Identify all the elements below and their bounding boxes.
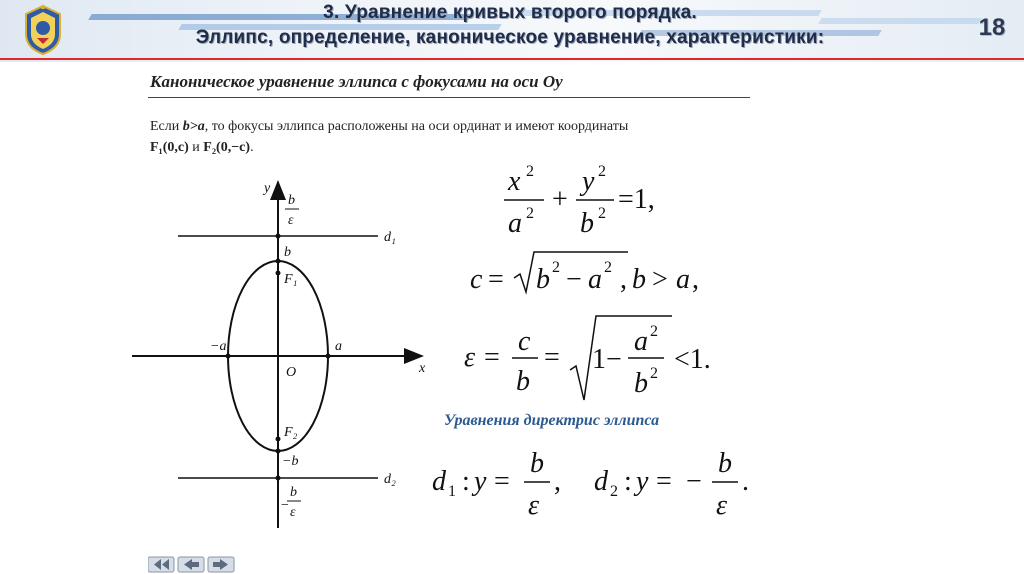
previous-page-icon[interactable] <box>178 557 204 572</box>
point-left-vertex <box>226 354 231 359</box>
svg-text:1: 1 <box>448 483 456 500</box>
formula-canonical <box>498 158 678 242</box>
svg-text:2: 2 <box>526 205 534 222</box>
svg-text:,: , <box>554 466 561 497</box>
svg-text:−: − <box>606 344 622 375</box>
svg-text:<1.: <1. <box>674 344 711 375</box>
svg-text:1: 1 <box>592 344 606 375</box>
label-vertex-b: b <box>284 245 291 260</box>
page-number: 18 <box>978 14 1006 41</box>
svg-text:b: b <box>718 448 732 479</box>
svg-text:2: 2 <box>598 205 606 222</box>
svg-text:.: . <box>742 466 749 497</box>
svg-text:2: 2 <box>526 163 534 180</box>
svg-text:=: = <box>488 264 504 295</box>
svg-text:,: , <box>620 264 627 295</box>
formula-directrix-2 <box>594 440 764 524</box>
svg-text:2: 2 <box>650 365 658 382</box>
point-focus-top <box>276 271 281 276</box>
svg-text:,: , <box>692 264 699 295</box>
svg-text:2: 2 <box>598 163 606 180</box>
label-d2-denominator: ε <box>290 505 296 520</box>
svg-text:−: − <box>566 264 582 295</box>
svg-text::: : <box>462 466 470 497</box>
svg-text:b: b <box>632 264 646 295</box>
focus-1-coordinates: F₁(0,c) <box>150 140 189 155</box>
svg-text:b: b <box>634 368 648 399</box>
label-axis-y: y <box>264 181 271 196</box>
next-page-icon[interactable] <box>208 557 234 572</box>
svg-text:b: b <box>516 366 530 397</box>
svg-text:=1,: =1, <box>618 184 655 215</box>
point-right-vertex <box>326 354 331 359</box>
point-top-vertex <box>276 259 281 264</box>
svg-text:=: = <box>656 466 672 497</box>
point-bottom-vertex <box>276 449 281 454</box>
svg-text:2: 2 <box>610 483 618 500</box>
label-d1-numerator: b <box>288 193 295 208</box>
label-focus-2: F₂ <box>284 425 298 440</box>
label-d2-sign: − <box>280 498 290 513</box>
svg-text:y: y <box>636 466 649 497</box>
svg-text:c: c <box>470 264 483 295</box>
svg-text:ε: ε <box>528 490 540 521</box>
navigation-controls <box>148 555 238 574</box>
svg-text:c: c <box>518 326 531 357</box>
header-divider <box>0 58 1024 60</box>
svg-text:ε: ε <box>464 342 476 373</box>
focus-2-coordinates: F₂(0,−c) <box>203 140 251 155</box>
svg-text:x: x <box>508 166 521 197</box>
svg-text:2: 2 <box>604 259 612 276</box>
svg-text:a: a <box>676 264 690 295</box>
intro-text: , то фокусы эллипса расположены на оси ординат и имеют координаты <box>204 119 629 134</box>
svg-text:d: d <box>432 466 446 497</box>
svg-text:d: d <box>594 466 608 497</box>
university-crest-icon <box>22 4 64 56</box>
slide-title-line-2: Эллипс, определение, каноническое уравнение, характеристики: <box>195 27 825 48</box>
svg-text:+: + <box>552 184 568 215</box>
svg-text:y: y <box>474 466 487 497</box>
svg-text::: : <box>624 466 632 497</box>
ellipse-diagram <box>130 178 440 538</box>
section-subtitle: Каноническое уравнение эллипса с фокусами на оси Oy <box>150 72 563 91</box>
svg-text:−: − <box>686 466 702 497</box>
point-directrix-top <box>276 234 281 239</box>
svg-text:b: b <box>580 208 594 239</box>
point-directrix-bottom <box>276 476 281 481</box>
label-focus-1: F₁ <box>284 272 298 287</box>
label-directrix-d1: d₁ <box>384 230 396 245</box>
subtitle-rule <box>148 97 750 98</box>
svg-text:b: b <box>536 264 550 295</box>
svg-text:=: = <box>484 342 500 373</box>
svg-text:a: a <box>508 208 522 239</box>
label-origin: O <box>286 365 297 380</box>
formula-directrix-1 <box>432 440 582 524</box>
label-d1-denominator: ε <box>288 213 294 228</box>
intro-end: . <box>250 140 254 155</box>
label-vertex-neg-b: −b <box>282 454 299 469</box>
label-axis-x: x <box>419 361 426 376</box>
label-d2-numerator: b <box>290 485 297 500</box>
formula-focal-distance <box>470 246 740 304</box>
svg-text:a: a <box>588 264 602 295</box>
label-directrix-d2: d₂ <box>384 472 396 487</box>
svg-text:>: > <box>652 264 668 295</box>
intro-condition: b>a <box>182 119 205 134</box>
svg-text:ε: ε <box>716 490 728 521</box>
intro-prefix: Если <box>150 119 183 134</box>
directrix-equations-title: Уравнения директрис эллипса <box>444 412 660 429</box>
svg-text:y: y <box>582 166 595 197</box>
formula-eccentricity <box>462 312 742 406</box>
intro-paragraph <box>150 116 750 158</box>
svg-text:2: 2 <box>552 259 560 276</box>
svg-text:=: = <box>494 466 510 497</box>
point-focus-bottom <box>276 437 281 442</box>
first-page-icon[interactable] <box>148 557 174 572</box>
slide-title-line-1: 3. Уравнение кривых второго порядка. <box>323 2 697 23</box>
svg-text:2: 2 <box>650 323 658 340</box>
intro-and: и <box>188 140 204 155</box>
svg-text:a: a <box>634 326 648 357</box>
label-vertex-neg-a: −a <box>210 339 227 354</box>
label-vertex-a: a <box>335 339 342 354</box>
svg-text:=: = <box>544 342 560 373</box>
svg-text:b: b <box>530 448 544 479</box>
